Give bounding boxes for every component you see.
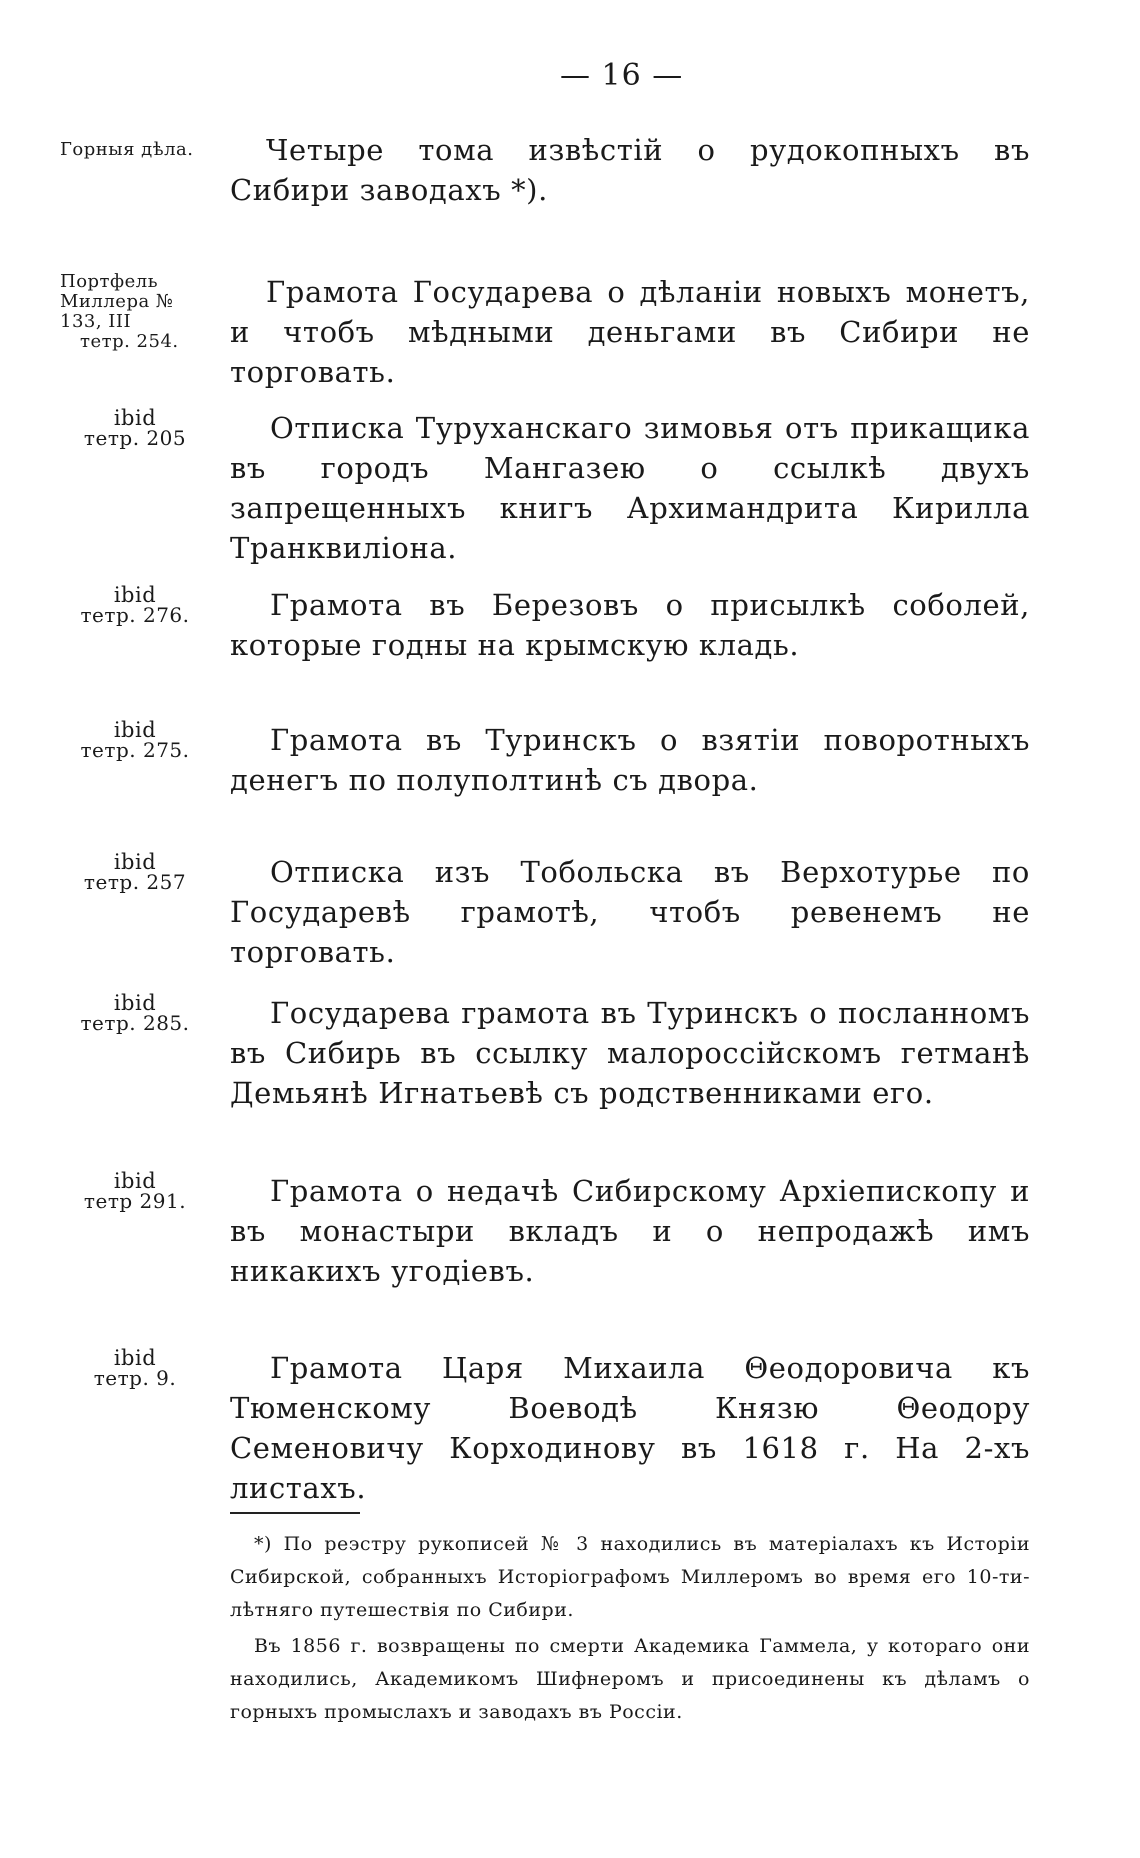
entry-text: Отписка Туруханскаго зимовья отъ прикащика въ городъ Мангазею о ссылкѣ двухъ запрещенныхъ книгъ Архимандрита Кирилла Транквиліона. [230,411,1030,565]
notebook-number: тетр. 205 [83,426,187,450]
margin-reference [60,1348,210,1388]
footnote-paragraph: Въ 1856 г. возвращены по смерти Академика Гаммела, у котораго они находились, Академикомъ Шифнеромъ и присоединены къ дѣламъ о горныхъ промыслахъ и заводахъ въ Россіи. [230,1635,1030,1723]
entry-text: Грамота въ Березовъ о присылкѣ соболей, которые годны на крымскую кладь. [230,588,1030,662]
entry-text: Грамота Царя Михаила Θеодоровича къ Тюменскому Воеводѣ Князю Θеодору Семеновичу Корходинову въ 1618 г. На 2-хъ листахъ. [230,1351,1030,1505]
margin-line: Горныя дѣла. [60,139,194,160]
ibid-label: ibid [113,1169,157,1193]
margin-reference [60,720,210,760]
entry-text: Грамота въ Туринскъ о взятіи поворотныхъ денегъ по полуполтинѣ съ двора. [230,723,1030,797]
margin-reference [60,408,210,448]
footnote-divider [230,1512,360,1514]
entry-text: Отписка изъ Тобольска въ Верхотурье по Государевѣ грамотѣ, чтобъ ревенемъ не торговать. [230,855,1030,969]
margin-reference [60,852,210,892]
margin-line: тетр. 254. [80,331,179,352]
ibid-label: ibid [113,406,157,430]
margin-reference [60,272,210,352]
entry-text: Грамота Государева о дѣланіи новыхъ монетъ, и чтобъ мѣдными деньгами въ Сибири не торговать. [230,275,1030,389]
margin-reference [60,140,210,160]
notebook-number: тетр. 285. [80,1011,190,1035]
margin-reference [60,993,210,1033]
page-number: — 16 — [560,58,684,93]
entry-text: Четыре тома извѣстій о рудокопныхъ въ Сибири заводахъ *). [230,133,1030,207]
entry-text: Грамота о недачѣ Сибирскому Архіепископу и въ монастыри вкладъ и о непродажѣ имъ никакихъ угодіевъ. [230,1174,1030,1288]
entry-text: Государева грамота въ Туринскъ о посланномъ въ Сибирь въ ссылку малороссійскомъ гетманѣ Демьянѣ Игнатьевѣ съ родственниками его. [230,996,1030,1110]
ibid-label: ibid [113,1346,157,1370]
notebook-number: тетр. 9. [93,1366,177,1390]
footnote-paragraph: *) По реэстру рукописей № 3 находились въ матеріалахъ къ Исторіи Сибирской, собранныхъ Исторіографомъ Миллеромъ во время его 10-ти-лѣтняго путешествія по Сибири. [230,1533,1030,1621]
margin-reference [60,585,210,625]
notebook-number: тетр 291. [83,1189,187,1213]
notebook-number: тетр. 257 [83,870,187,894]
notebook-number: тетр. 276. [80,603,190,627]
ibid-label: ibid [113,991,157,1015]
ibid-label: ibid [113,850,157,874]
ibid-label: ibid [113,718,157,742]
notebook-number: тетр. 275. [80,738,190,762]
margin-line: Портфель Миллера № 133, III [60,271,174,332]
margin-reference [60,1171,210,1211]
ibid-label: ibid [113,583,157,607]
